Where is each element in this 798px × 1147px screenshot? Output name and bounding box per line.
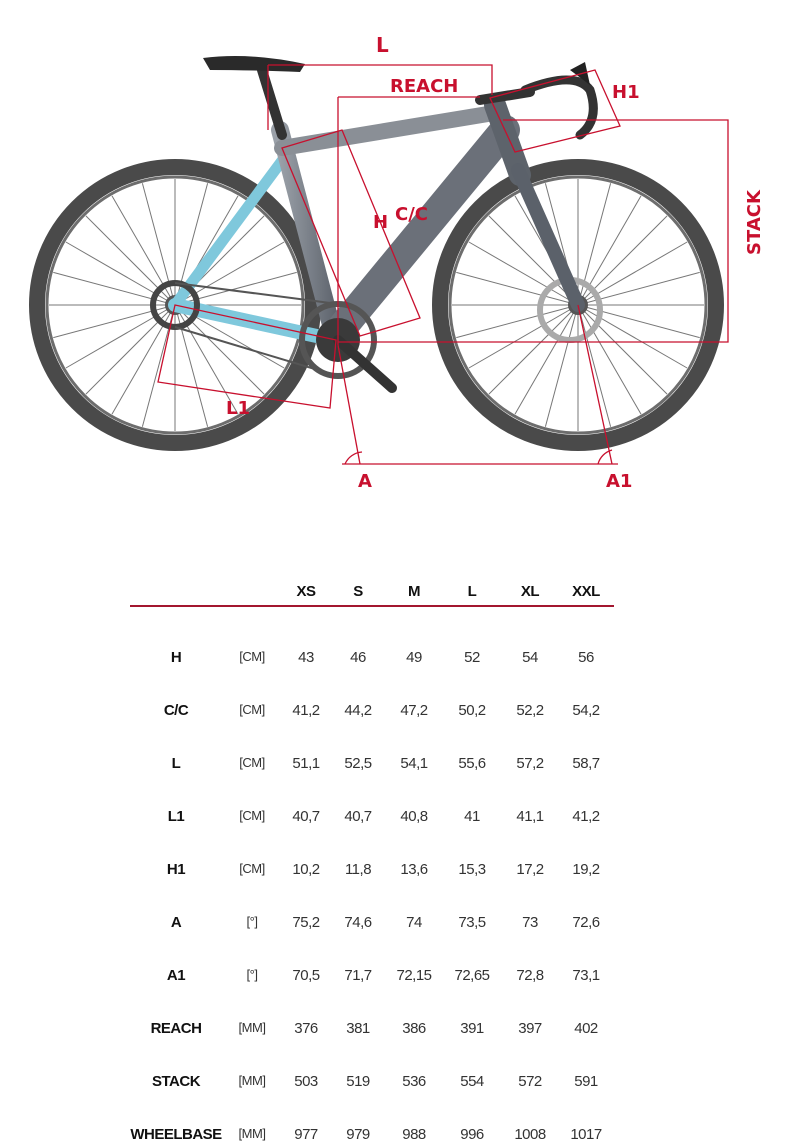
row-value: 41,2	[292, 702, 320, 719]
row-value: 591	[574, 1073, 598, 1090]
row-value: 49	[406, 649, 422, 666]
row-value: 52	[464, 649, 480, 666]
size-header: S	[353, 583, 363, 600]
row-value: 402	[574, 1020, 598, 1037]
row-label: C/C	[163, 702, 189, 719]
row-unit: [MM]	[238, 1073, 266, 1088]
row-unit: [MM]	[238, 1126, 266, 1141]
label-A: A	[358, 471, 372, 492]
row-value: 73,5	[458, 914, 486, 931]
row-value: 41	[464, 808, 480, 825]
row-value: 51,1	[292, 755, 320, 772]
size-header: XXL	[572, 583, 600, 600]
label-STACK: STACK	[744, 190, 765, 255]
row-label: REACH	[150, 1020, 202, 1037]
table-row	[130, 607, 614, 666]
row-unit: [CM]	[239, 702, 265, 717]
table-row	[130, 766, 614, 825]
row-value: 71,7	[344, 967, 372, 984]
row-value: 503	[294, 1073, 318, 1090]
table-row	[130, 1031, 614, 1090]
table-row	[130, 819, 614, 878]
size-header: XS	[296, 583, 316, 600]
row-value: 15,3	[458, 861, 486, 878]
row-value: 376	[294, 1020, 318, 1037]
row-value: 44,2	[344, 702, 372, 719]
row-value: 70,5	[292, 967, 320, 984]
row-value: 988	[402, 1126, 426, 1143]
row-value: 519	[346, 1073, 370, 1090]
label-L: L	[376, 33, 389, 57]
row-value: 72,8	[516, 967, 544, 984]
row-label: WHEELBASE	[130, 1126, 222, 1143]
label-REACH: REACH	[390, 76, 459, 97]
label-H1: H1	[612, 82, 640, 103]
row-value: 46	[350, 649, 366, 666]
row-unit: [°]	[246, 967, 258, 982]
row-value: 72,65	[454, 967, 490, 984]
table-row	[130, 872, 614, 931]
row-value: 47,2	[400, 702, 428, 719]
row-value: 58,7	[572, 755, 600, 772]
row-label: L1	[167, 808, 185, 825]
row-value: 17,2	[516, 861, 544, 878]
row-value: 73,1	[572, 967, 600, 984]
label-H: H	[373, 212, 389, 233]
row-unit: [CM]	[239, 861, 265, 876]
table-row	[130, 925, 614, 984]
label-CC: C/C	[395, 204, 428, 225]
row-value: 54,2	[572, 702, 600, 719]
row-value: 72,6	[572, 914, 600, 931]
row-value: 977	[294, 1126, 318, 1143]
label-A1: A1	[606, 471, 633, 492]
table-row	[130, 660, 614, 719]
row-value: 74	[406, 914, 422, 931]
row-value: 13,6	[400, 861, 428, 878]
row-value: 386	[402, 1020, 426, 1037]
row-label: H	[170, 649, 182, 666]
row-value: 40,7	[292, 808, 320, 825]
row-value: 57,2	[516, 755, 544, 772]
row-unit: [MM]	[238, 1020, 266, 1035]
row-value: 72,15	[396, 967, 432, 984]
table-header-row	[130, 577, 614, 607]
size-header: M	[408, 583, 420, 600]
row-unit: [CM]	[239, 808, 265, 823]
row-value: 979	[346, 1126, 370, 1143]
row-value: 536	[402, 1073, 426, 1090]
row-value: 397	[518, 1020, 542, 1037]
row-value: 50,2	[458, 702, 486, 719]
row-value: 40,7	[344, 808, 372, 825]
row-unit: [°]	[246, 914, 258, 929]
row-value: 19,2	[572, 861, 600, 878]
row-unit: [CM]	[239, 755, 265, 770]
row-label: A	[170, 914, 182, 931]
bike-geometry-diagram	[0, 0, 798, 520]
size-header: XL	[520, 583, 540, 600]
row-value: 1017	[570, 1126, 602, 1143]
row-value: 996	[460, 1126, 484, 1143]
row-value: 52,2	[516, 702, 544, 719]
row-value: 391	[460, 1020, 484, 1037]
row-label: A1	[166, 967, 186, 984]
row-label: STACK	[151, 1073, 201, 1090]
size-header: L	[467, 583, 477, 600]
table-row	[130, 1084, 614, 1143]
row-label: L	[171, 755, 181, 772]
row-value: 43	[298, 649, 314, 666]
row-value: 554	[460, 1073, 484, 1090]
row-value: 75,2	[292, 914, 320, 931]
row-value: 40,8	[400, 808, 428, 825]
row-value: 41,2	[572, 808, 600, 825]
row-value: 74,6	[344, 914, 372, 931]
table-row	[130, 713, 614, 772]
row-value: 54	[522, 649, 538, 666]
row-value: 73	[522, 914, 538, 931]
row-value: 55,6	[458, 755, 486, 772]
geometry-table	[130, 577, 614, 1143]
row-value: 11,8	[344, 861, 372, 878]
row-value: 572	[518, 1073, 542, 1090]
table-row	[130, 978, 614, 1037]
row-value: 10,2	[292, 861, 320, 878]
row-value: 381	[346, 1020, 370, 1037]
row-value: 54,1	[400, 755, 428, 772]
row-unit: [CM]	[239, 649, 265, 664]
row-value: 56	[578, 649, 594, 666]
row-value: 41,1	[516, 808, 544, 825]
row-label: H1	[166, 861, 186, 878]
row-value: 52,5	[344, 755, 372, 772]
label-L1: L1	[226, 398, 250, 419]
row-value: 1008	[514, 1126, 546, 1143]
